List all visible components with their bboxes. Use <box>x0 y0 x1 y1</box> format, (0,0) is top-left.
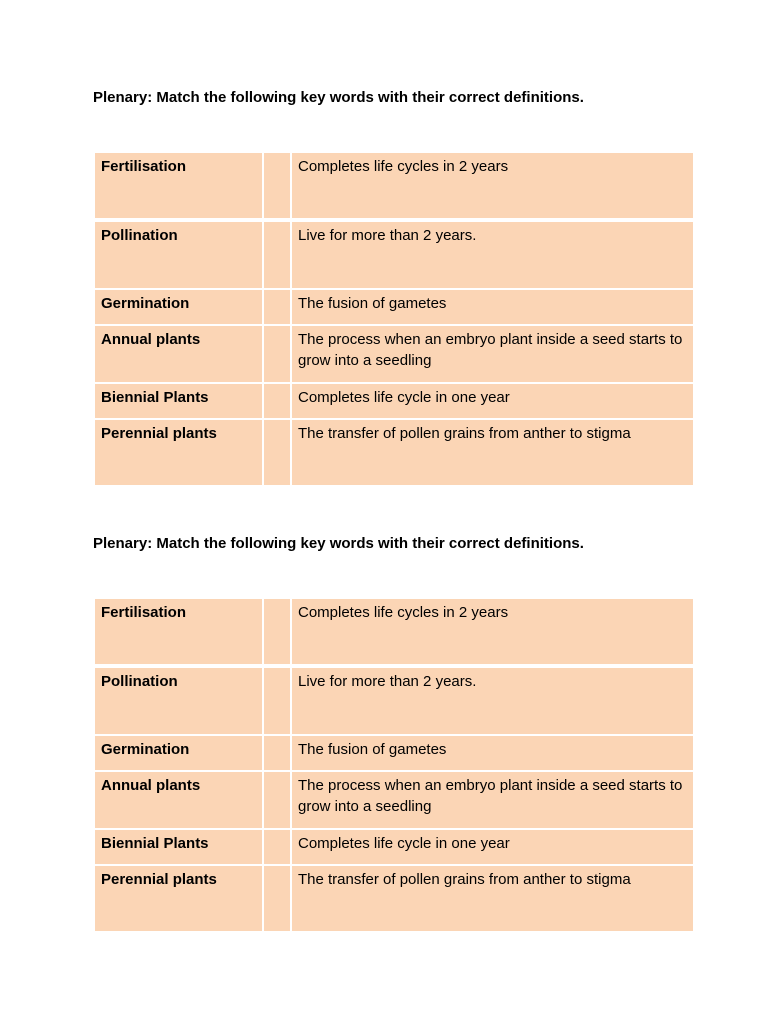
plenary-section-2 <box>93 534 691 888</box>
key-word-cell: Annual plants <box>94 325 263 383</box>
definition-cell: Completes life cycles in 2 years <box>291 598 694 666</box>
table-row <box>94 152 694 220</box>
blank-cell <box>263 383 291 419</box>
plenary-section-1 <box>93 88 691 442</box>
table-row <box>94 666 694 735</box>
blank-cell <box>263 289 291 325</box>
key-word-cell: Fertilisation <box>94 598 263 666</box>
table-row <box>94 325 694 383</box>
table-row <box>94 771 694 829</box>
key-word-cell: Germination <box>94 735 263 771</box>
blank-cell <box>263 829 291 865</box>
definition-cell: The transfer of pollen grains from anther to stigma <box>291 419 694 486</box>
table-row <box>94 735 694 771</box>
table-row <box>94 220 694 289</box>
key-word-cell: Perennial plants <box>94 865 263 932</box>
definition-cell: The fusion of gametes <box>291 289 694 325</box>
definition-cell: The process when an embryo plant inside a seed starts to grow into a seedling <box>291 325 694 383</box>
blank-cell <box>263 220 291 289</box>
definition-cell: Live for more than 2 years. <box>291 220 694 289</box>
definition-cell: The process when an embryo plant inside a seed starts to grow into a seedling <box>291 771 694 829</box>
table-row <box>94 383 694 419</box>
definition-cell: Completes life cycle in one year <box>291 383 694 419</box>
key-word-cell: Biennial Plants <box>94 383 263 419</box>
blank-cell <box>263 865 291 932</box>
definition-cell: Completes life cycle in one year <box>291 829 694 865</box>
definition-cell: The transfer of pollen grains from anther to stigma <box>291 865 694 932</box>
definition-cell: The fusion of gametes <box>291 735 694 771</box>
blank-cell <box>263 735 291 771</box>
key-word-cell: Germination <box>94 289 263 325</box>
definition-cell: Live for more than 2 years. <box>291 666 694 735</box>
plenary-heading: Plenary: Match the following key words with their correct definitions. <box>93 535 584 552</box>
blank-cell <box>263 325 291 383</box>
blank-cell <box>263 419 291 486</box>
key-word-cell: Biennial Plants <box>94 829 263 865</box>
key-word-cell: Annual plants <box>94 771 263 829</box>
matching-table <box>93 597 695 933</box>
table-row <box>94 419 694 486</box>
table-row <box>94 289 694 325</box>
blank-cell <box>263 152 291 220</box>
key-word-cell: Perennial plants <box>94 419 263 486</box>
blank-cell <box>263 666 291 735</box>
table-row <box>94 865 694 932</box>
blank-cell <box>263 771 291 829</box>
definition-cell: Completes life cycles in 2 years <box>291 152 694 220</box>
plenary-heading: Plenary: Match the following key words with their correct definitions. <box>93 89 584 106</box>
key-word-cell: Fertilisation <box>94 152 263 220</box>
key-word-cell: Pollination <box>94 220 263 289</box>
matching-table <box>93 151 695 487</box>
table-row <box>94 829 694 865</box>
blank-cell <box>263 598 291 666</box>
key-word-cell: Pollination <box>94 666 263 735</box>
table-row <box>94 598 694 666</box>
